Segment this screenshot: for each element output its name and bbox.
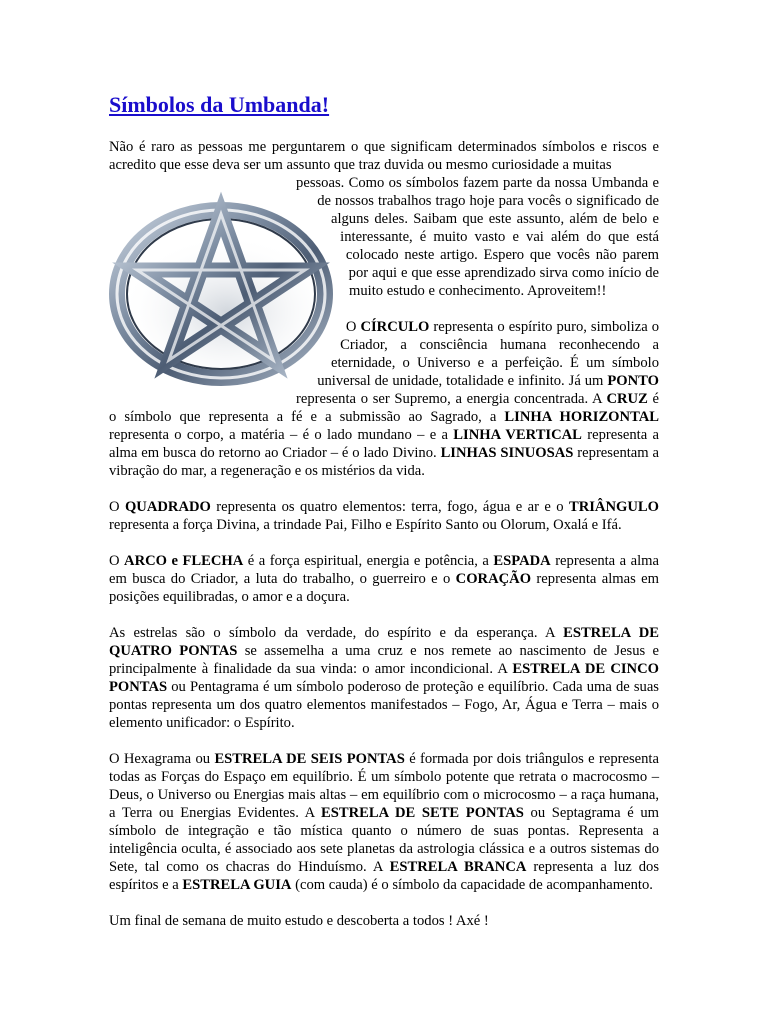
paragraph-hexagram: O Hexagrama ou ESTRELA DE SEIS PONTAS é formada por dois triângulos e representa todas as Forças do Espaço em equilíbrio. É um símbolo potente que retrata o macrocosmo – Deus, o Universo ou Energias mais altas – em equilíbrio com o microcosmo – a raça humana, a Terra ou Energias Evidentes. A ESTRELA DE SETE PONTAS ou Septagrama é um símbolo de integração e tão mística quanto o número de suas pontas. Representa a inteligência oculta, é associado aos sete planetas da astrologia clássica e a outros sistemas do Sete, tal como os chacras do Hinduísmo. A ESTRELA BRANCA representa a luz dos espíritos e a ESTRELA GUIA (com cauda) é o símbolo da capacidade de acompanhamento.	[109, 751, 660, 893]
paragraph-stars: As estrelas são o símbolo da verdade, do espírito e da esperança. A ESTRELA DE QUATRO PONTAS se assemelha a uma cruz e nos remete ao nascimento de Jesus e principalmente à finalidade da sua vinda: o amor incondicional. A ESTRELA DE CINCO PONTAS ou Pentagrama é um símbolo poderoso de proteção e equilíbrio. Cada uma de suas pontas representa um dos quatro elementos manifestados – Fogo, Ar, Água e Terra – mais o elemento unificador: o Espírito.	[109, 625, 659, 731]
pentagram-icon	[109, 174, 339, 404]
page-title	[109, 92, 659, 118]
intro-paragraph-start: Não é raro as pessoas me perguntarem o que significam determinados símbolos e riscos e acredito que esse deva ser um assunto que traz duvida ou mesmo curiosidade a muitas	[109, 139, 659, 173]
article	[109, 92, 659, 948]
pentagram-image	[109, 174, 339, 404]
paragraph-circle: O CÍRCULO representa o espírito puro, simboliza o Criador, a consciência humana reconhecendo a eternidade, o Universo e a perfeição. É um símbolo universal de unidade, totalidade e infinito. Já um PONTO representa o ser Supremo, a energia concentrada. A CRUZ é o símbolo que representa a fé e a submissão ao Sagrado, a LINHA HORIZONTAL representa o corpo, a matéria – é o lado mundano – e a LINHA VERTICAL representa a alma em busca do retorno ao Criador – é o lado Divino. LINHAS SINUOSAS representam a vibração do mar, a regeneração e os mistérios da vida.	[109, 319, 659, 479]
paragraph-bow: O ARCO e FLECHA é a força espiritual, energia e potência, a ESPADA representa a alma em busca do Criador, a luta do trabalho, o guerreiro e o CORAÇÃO representa almas em posições equilibradas, o amor e a doçura.	[109, 553, 659, 605]
title-link[interactable]: Símbolos da Umbanda!	[109, 92, 330, 117]
intro-paragraph: pessoas. Como os símbolos fazem parte da nossa Umbanda e de nossos trabalhos trago hoje para vocês o significado de alguns deles. Saibam que este assunto, além de belo e interessante, é muito vasto e vai além do que está colocado neste artigo. Espero que vocês não parem por aqui e que esse aprendizado sirva como início de muito estudo e conhecimento. Aproveitem!!	[296, 175, 659, 299]
paragraph-square: O QUADRADO representa os quatro elementos: terra, fogo, água e ar e o TRIÂNGULO representa a força Divina, a trindade Pai, Filho e Espírito Santo ou Olorum, Oxalá e Ifá.	[109, 499, 659, 533]
closing-paragraph: Um final de semana de muito estudo e descoberta a todos ! Axé !	[109, 913, 489, 929]
